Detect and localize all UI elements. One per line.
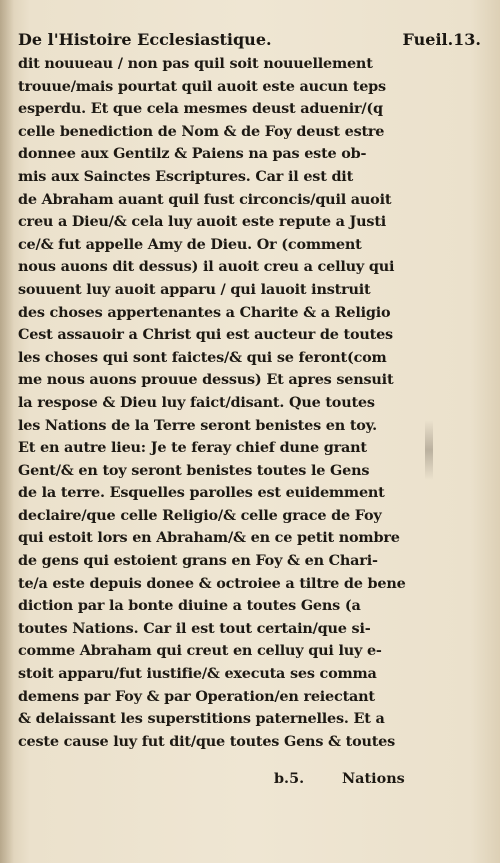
text-line: ce/& fut appelle Amy de Dieu. Or (comment bbox=[18, 235, 362, 253]
text-line: Gent/& en toy seront benistes toutes le Gens bbox=[18, 461, 370, 479]
text-line: te/a este depuis donee & octroiee a tiltre de bene bbox=[18, 574, 406, 592]
page-footer bbox=[18, 770, 438, 792]
text-line: de la terre. Esquelles parolles est euidemment bbox=[18, 484, 385, 502]
text-line: stoit apparu/fut iustifie/& executa ses comma bbox=[18, 665, 377, 683]
text-line: souuent luy auoit apparu / qui lauoit instruit bbox=[18, 280, 371, 298]
text-line: esperdu. Et que cela mesmes deust aduenir/(q bbox=[18, 100, 383, 118]
text-line: donnee aux Gentilz & Paiens na pas este ob- bbox=[18, 145, 367, 163]
text-line: me nous auons prouue dessus) Et apres sensuit bbox=[18, 371, 394, 389]
ink-blot bbox=[425, 420, 433, 480]
text-line: dit nouueau / non pas quil soit nouuellement bbox=[18, 55, 373, 72]
folio-number: Fueil.13. bbox=[402, 30, 481, 49]
text-line: mis aux Sainctes Escriptures. Car il est dit bbox=[18, 167, 354, 185]
text-line: & delaissant les superstitions paternelles. Et a bbox=[18, 710, 385, 728]
text-line: toutes Nations. Car il est tout certain/que si- bbox=[18, 619, 371, 637]
text-line: trouue/mais pourtat quil auoit este aucun teps bbox=[18, 77, 386, 95]
text-line: declaire/que celle Religio/& celle grace de Foy bbox=[18, 506, 382, 524]
gutter-shadow bbox=[0, 0, 14, 863]
text-line: celle benediction de Nom & de Foy deust estre bbox=[18, 122, 385, 140]
text-line: qui estoit lors en Abraham/& en ce petit nombre bbox=[18, 529, 400, 547]
text-line: diction par la bonte diuine a toutes Gens (a bbox=[18, 597, 361, 615]
catchword: Nations bbox=[342, 770, 405, 787]
body-text bbox=[18, 53, 438, 753]
text-line: les Nations de la Terre seront benistes en toy. bbox=[18, 416, 377, 434]
signature-mark: b.5. bbox=[274, 770, 305, 787]
text-line: Et en autre lieu: Je te feray chief dune grant bbox=[18, 439, 367, 457]
text-line: Cest assauoir a Christ qui est aucteur de toutes bbox=[18, 326, 393, 344]
text-line: nous auons dit dessus) il auoit creu a celluy qui bbox=[18, 258, 395, 276]
text-line: les choses qui sont faictes/& qui se feront(com bbox=[18, 348, 387, 366]
page-header bbox=[18, 30, 481, 52]
text-line: comme Abraham qui creut en celluy qui luy e- bbox=[18, 642, 382, 660]
running-title: De l'Histoire Ecclesiastique. bbox=[18, 30, 272, 49]
text-line: des choses appertenantes a Charite & a Religio bbox=[18, 303, 391, 321]
text-line: de Abraham auant quil fust circoncis/quil auoit bbox=[18, 190, 392, 208]
text-line: la respose & Dieu luy faict/disant. Que toutes bbox=[18, 393, 375, 411]
text-line: ceste cause luy fut dit/que toutes Gens & toutes bbox=[18, 732, 396, 750]
text-line: demens par Foy & par Operation/en reiectant bbox=[18, 687, 375, 705]
text-line: de gens qui estoient grans en Foy & en Chari- bbox=[18, 552, 378, 570]
text-line: creu a Dieu/& cela luy auoit este repute a Justi bbox=[18, 213, 387, 231]
